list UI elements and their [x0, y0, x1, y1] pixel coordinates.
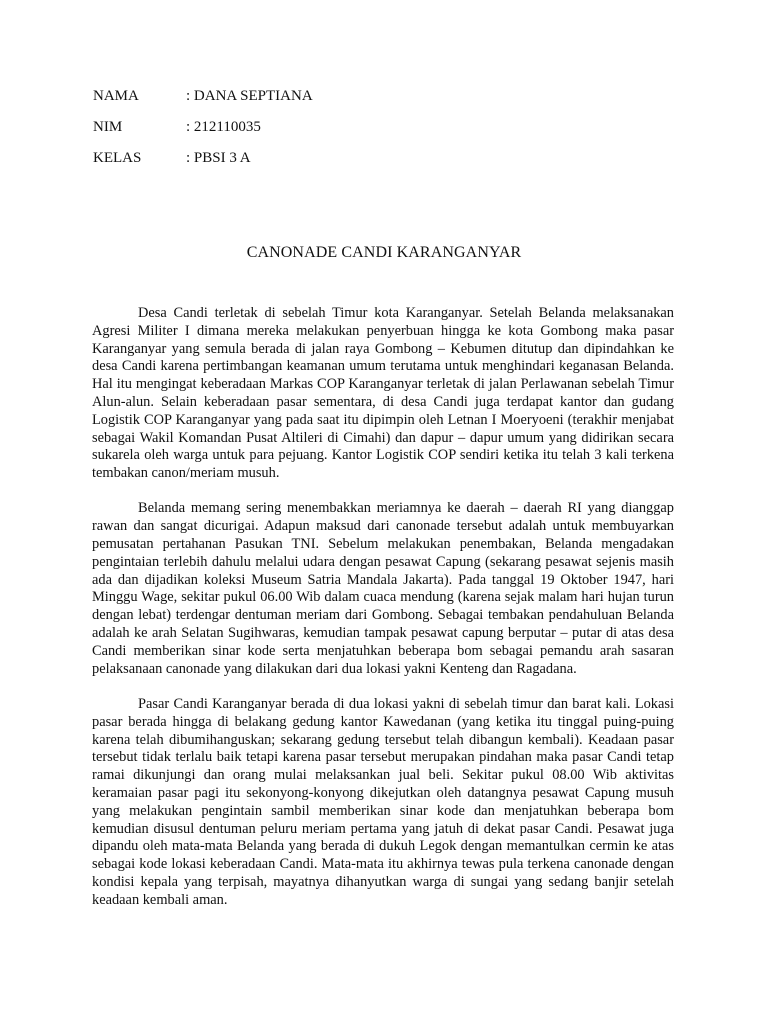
name-row — [93, 86, 313, 117]
paragraph-1: Desa Candi terletak di sebelah Timur kota Karanganyar. Setelah Belanda melaksanakan Agresi Militer I dimana mereka melakukan penyerbuan hingga ke kota Gombong maka pasar Karanganyar yang semula berada di jalan raya Gombong – Kebumen ditutup dan dipindahkan ke desa Candi karena pertimbangan keamanan umum terutama untuk menghindari keganasan Belanda. Hal itu mengingat keberadaan Markas COP Karanganyar terletak di jalan Perlawanan sebelah Timur Alun-alun. Selain keberadaan pasar sementara, di desa Candi juga terdapat kantor dan gudang Logistik COP Karanganyar yang pada saat itu dipimpin oleh Letnan I Moeryoeni (terakhir menjabat sebagai Wakil Komandan Pusat Altileri di Cimahi) dan dapur – dapur umum yang didirikan secara sukarela oleh warga untuk para pejuang. Kantor Logistik COP sendiri ketika itu telah 3 kali terkena tembakan canon/meriam musuh. — [92, 305, 674, 482]
nim-row — [93, 117, 313, 148]
nim-value: : 212110035 — [186, 119, 261, 135]
class-label: KELAS — [93, 150, 142, 166]
paragraph-3: Pasar Candi Karanganyar berada di dua lokasi yakni di sebelah timur dan barat kali. Lokasi pasar berada hingga di belakang gedung kantor Kawedanan (yang ketika itu tinggal puing-puing karena telah dibumihanguskan; sekarang gedung tersebut telah dibangun kembali). Keadaan pasar tersebut tidak terlalu baik tetapi karena pasar tersebut merupakan pindahan maka pasar Candi tetap ramai dikunjungi dan orang mulai melaksankan jual beli. Sekitar pukul 08.00 Wib aktivitas keramaian pasar pagi itu sekonyong-konyong dikejutkan oleh datangnya pesawat Capung musuh yang melakukan pengintain sambil memberikan sinar kode dan menjatuhkan beberapa bom kemudian disusul dentuman peluru meriam pertama yang jatuh di dekat pasar Candi. Pesawat juga dipandu oleh mata-mata Belanda yang berada di dukuh Legok dengan memantulkan cermin ke atas sebagai kode lokasi keberadaan Candi. Mata-mata itu akhirnya tewas pula terkena canonade dengan kondisi kepala yang terpisah, mayatnya dihanyutkan warga di sungai yang sedang banjir setelah keadaan kembali aman. — [92, 695, 674, 908]
name-value: : DANA SEPTIANA — [186, 88, 313, 104]
nim-label: NIM — [93, 119, 123, 135]
name-label: NAMA — [93, 88, 139, 104]
document-title: CANONADE CANDI KARANGANYAR — [246, 244, 522, 261]
class-value: : PBSI 3 A — [186, 150, 251, 166]
document-body — [92, 305, 674, 927]
class-row — [93, 148, 313, 179]
paragraph-2: Belanda memang sering menembakkan meriamnya ke daerah – daerah RI yang dianggap rawan dan sangat dicurigai. Adapun maksud dari canonade tersebut adalah untuk membuyarkan pemusatan pertahanan Pasukan TNI. Sebelum melakukan penembakan, Belanda mengadakan pengintaian terlebih dahulu melalui udara dengan pesawat Capung (sekarang pesawat sejenis masih ada dan dijadikan koleksi Museum Satria Mandala Jakarta). Pada tanggal 19 Oktober 1947, hari Minggu Wage, sekitar pukul 06.00 Wib dalam cuaca mendung (karena sejak malam hari hujan turun dengan lebat) terdengar dentuman meriam dari Gombong. Sebagai tembakan pendahuluan Belanda adalah ke arah Selatan Sugihwaras, kemudian tampak pesawat capung berputar – putar di atas desa Candi memberikan sinar kode serta menjatuhkan beberapa bom sebagai pemandu arah sasaran pelaksanaan canonade yang dilakukan dari dua lokasi yakni Kenteng dan Ragadana. — [92, 500, 674, 677]
student-info — [93, 86, 313, 179]
